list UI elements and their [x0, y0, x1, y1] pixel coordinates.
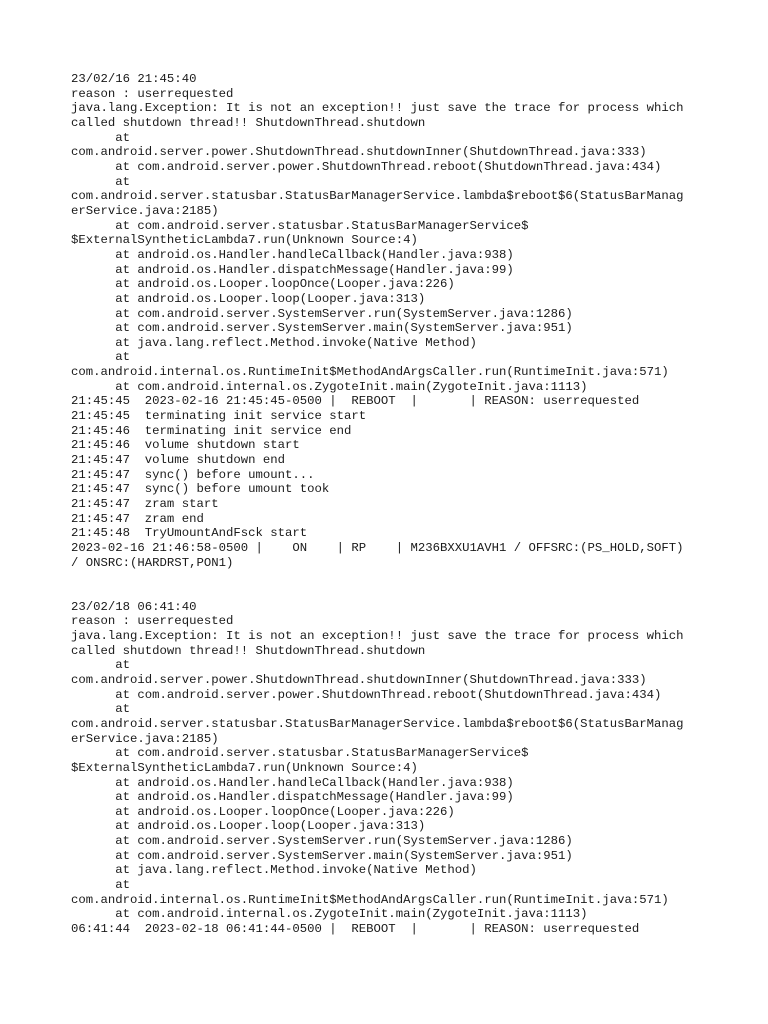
log-line: at: [71, 350, 131, 365]
log-line: com.android.server.power.ShutdownThread.shutdownInner(ShutdownThread.java:333): [71, 145, 647, 160]
log-line: 21:45:47 sync() before umount...: [71, 467, 315, 482]
log-line: at com.android.server.SystemServer.run(SystemServer.java:1286): [71, 834, 573, 849]
log-line: com.android.internal.os.RuntimeInit$MethodAndArgsCaller.run(RuntimeInit.java:571): [71, 892, 669, 907]
log-line: 2023-02-16 21:46:58-0500 | ON | RP | M236BXXU1AVH1 / OFFSRC:(PS_HOLD,SOFT): [71, 541, 684, 555]
log-line: at android.os.Handler.dispatchMessage(Handler.java:99): [71, 790, 514, 805]
log-line: at android.os.Looper.loop(Looper.java:313): [71, 819, 426, 834]
log-line: at com.android.server.SystemServer.main(SystemServer.java:951): [71, 848, 573, 863]
entry-separator: [71, 570, 711, 585]
log-line: at: [71, 658, 131, 673]
log-line: java.lang.Exception: It is not an exception!! just save the trace for process which: [71, 628, 684, 643]
log-line: at com.android.server.power.ShutdownThread.reboot(ShutdownThread.java:434): [71, 159, 662, 174]
log-line: com.android.internal.os.RuntimeInit$MethodAndArgsCaller.run(RuntimeInit.java:571): [71, 365, 669, 380]
log-line: com.android.server.statusbar.StatusBarManagerService.lambda$reboot$6(StatusBarManag: [71, 189, 684, 204]
log-line: 21:45:48 TryUmountAndFsck start: [71, 526, 308, 541]
entry-timestamp: 23/02/16 21:45:40: [71, 72, 197, 86]
log-line: $ExternalSyntheticLambda7.run(Unknown Source:4): [71, 233, 418, 248]
entry-separator: [71, 585, 711, 600]
log-line: at android.os.Looper.loop(Looper.java:313): [71, 291, 426, 306]
log-line: at android.os.Handler.dispatchMessage(Handler.java:99): [71, 262, 514, 277]
log-line: 06:41:44 2023-02-18 06:41:44-0500 | REBOOT | | REASON: userrequested: [71, 922, 640, 937]
log-line: erService.java:2185): [71, 731, 219, 746]
log-line: 21:45:45 2023-02-16 21:45:45-0500 | REBOOT | | REASON: userrequested: [71, 394, 640, 409]
log-line: at: [71, 878, 131, 893]
log-line: at com.android.server.SystemServer.run(SystemServer.java:1286): [71, 306, 573, 321]
log-line: 21:45:47 zram start: [71, 497, 219, 512]
log-line: 21:45:46 terminating init service end: [71, 423, 352, 438]
log-line: java.lang.Exception: It is not an exception!! just save the trace for process which: [71, 101, 684, 116]
log-line: 21:45:45 terminating init service start: [71, 409, 367, 424]
log-line: at java.lang.reflect.Method.invoke(Native Method): [71, 335, 477, 350]
log-line: at: [71, 702, 131, 717]
log-line: / ONSRC:(HARDRST,PON1): [71, 555, 234, 570]
log-line: 21:45:47 sync() before umount took: [71, 482, 330, 497]
log-line: at com.android.server.statusbar.StatusBarManagerService$: [71, 218, 529, 233]
log-line: 21:45:47 volume shutdown end: [71, 453, 286, 468]
log-line: at android.os.Looper.loopOnce(Looper.java:226): [71, 277, 455, 292]
log-line: reason : userrequested: [71, 86, 234, 101]
log-line: at com.android.server.power.ShutdownThread.reboot(ShutdownThread.java:434): [71, 687, 662, 702]
log-line: at android.os.Looper.loopOnce(Looper.java:226): [71, 804, 455, 819]
log-line: at com.android.server.SystemServer.main(SystemServer.java:951): [71, 321, 573, 336]
log-line: reason : userrequested: [71, 614, 234, 629]
entry-timestamp: 23/02/18 06:41:40: [71, 599, 197, 614]
log-line: at java.lang.reflect.Method.invoke(Native Method): [71, 863, 477, 878]
log-line: called shutdown thread!! ShutdownThread.shutdown: [71, 115, 426, 130]
log-document: [71, 72, 711, 937]
log-line: at: [71, 174, 131, 189]
log-line: 21:45:46 volume shutdown start: [71, 438, 300, 453]
log-line: com.android.server.power.ShutdownThread.shutdownInner(ShutdownThread.java:333): [71, 672, 647, 687]
log-line: at android.os.Handler.handleCallback(Handler.java:938): [71, 775, 514, 790]
log-line: at: [71, 130, 131, 145]
log-line: $ExternalSyntheticLambda7.run(Unknown Source:4): [71, 760, 418, 775]
log-line: com.android.server.statusbar.StatusBarManagerService.lambda$reboot$6(StatusBarManag: [71, 716, 684, 731]
log-entry: [71, 600, 711, 937]
log-line: at com.android.server.statusbar.StatusBarManagerService$: [71, 746, 529, 761]
log-line: at com.android.internal.os.ZygoteInit.main(ZygoteInit.java:1113): [71, 379, 588, 394]
log-line: at android.os.Handler.handleCallback(Handler.java:938): [71, 247, 514, 262]
log-line: 21:45:47 zram end: [71, 511, 204, 526]
log-entry: [71, 72, 711, 570]
log-line: called shutdown thread!! ShutdownThread.shutdown: [71, 643, 426, 658]
log-line: erService.java:2185): [71, 203, 219, 218]
log-line: at com.android.internal.os.ZygoteInit.main(ZygoteInit.java:1113): [71, 907, 588, 922]
